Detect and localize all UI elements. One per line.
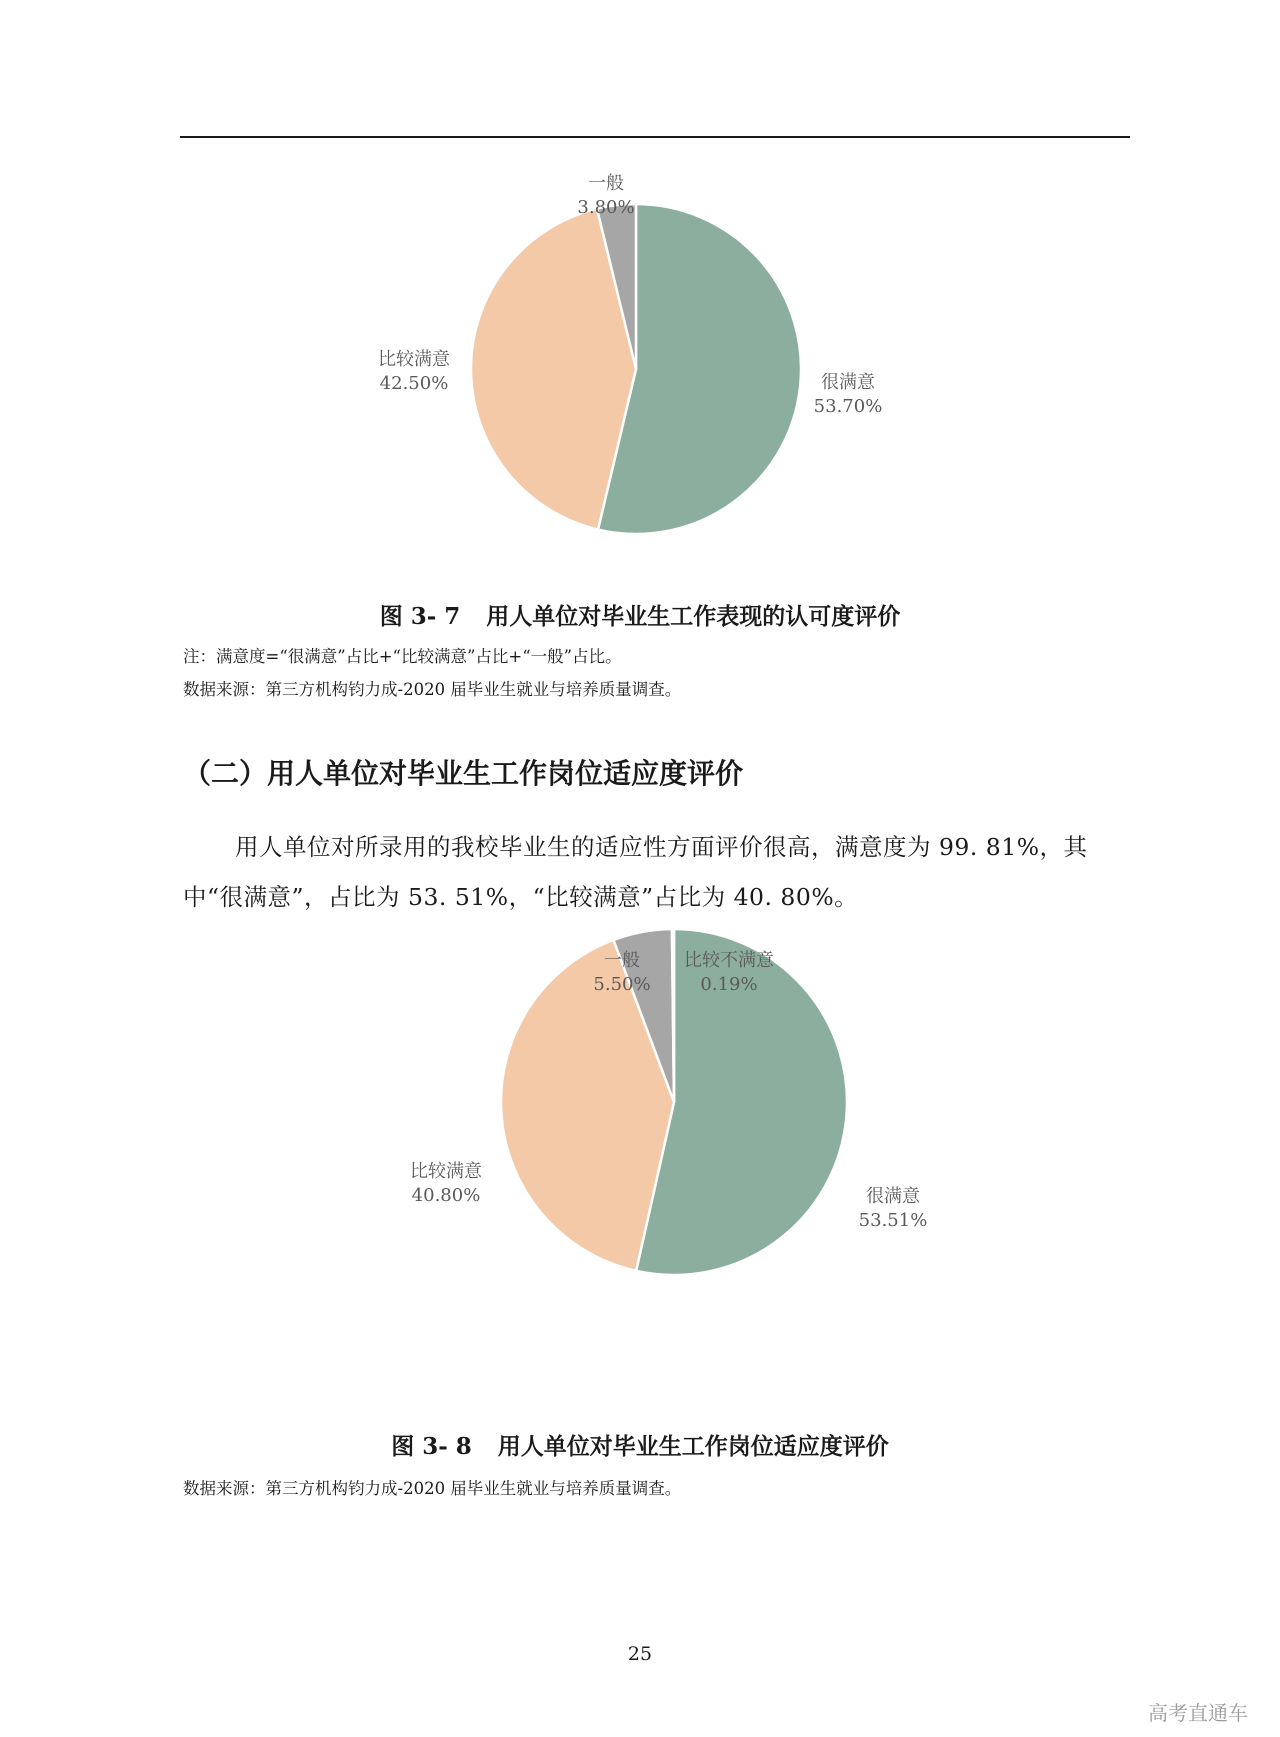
page-number: 25 (627, 1643, 653, 1665)
slice-label: 一般 (588, 173, 624, 194)
header-rule (180, 136, 1130, 138)
slice-value-label: 0.19% (700, 974, 758, 995)
figure-note: 注：满意度=“很满意”占比+“比较满意”占比+“一般”占比。 (183, 647, 622, 666)
watermark: 高考直通车 (1148, 1701, 1248, 1725)
figure-title: 用人单位对毕业生工作岗位适应度评价 (497, 1434, 889, 1460)
figure-number: 图 3- 8 (391, 1433, 472, 1460)
slice-label: 比较满意 (410, 1161, 482, 1182)
slice-value-label: 3.80% (577, 197, 635, 218)
figure-title: 用人单位对毕业生工作表现的认可度评价 (486, 604, 901, 630)
figure-number: 图 3- 7 (379, 603, 461, 630)
slice-label: 很满意 (821, 372, 875, 393)
slice-label: 比较满意 (378, 349, 450, 370)
slice-value-label: 5.50% (593, 974, 651, 995)
section-heading: （二）用人单位对毕业生工作岗位适应度评价 (183, 757, 744, 790)
figure-caption-3-7 (0, 598, 1280, 631)
slice-label: 很满意 (866, 1186, 920, 1207)
pie-chart-adaptability (0, 930, 1280, 1350)
slice-value-label: 53.70% (813, 396, 883, 417)
slice-value-label: 40.80% (411, 1185, 481, 1206)
data-source-note: 数据来源：第三方机构钧力成-2020 届毕业生就业与培养质量调查。 (183, 680, 682, 699)
slice-label: 一般 (604, 950, 640, 971)
body-paragraph: 用人单位对所录用的我校毕业生的适应性方面评价很高，满意度为 99. 81%，其中“很满意”，占比为 53. 51%，“比较满意”占比为 40. 80%。 (183, 833, 1088, 911)
slice-label: 比较不满意 (684, 950, 774, 971)
figure-caption-3-8 (0, 1428, 1280, 1461)
slice-value-label: 42.50% (379, 373, 449, 394)
pie-chart-recognition (0, 160, 1280, 570)
slice-value-label: 53.51% (858, 1210, 928, 1231)
data-source-note: 数据来源：第三方机构钧力成-2020 届毕业生就业与培养质量调查。 (183, 1479, 682, 1498)
